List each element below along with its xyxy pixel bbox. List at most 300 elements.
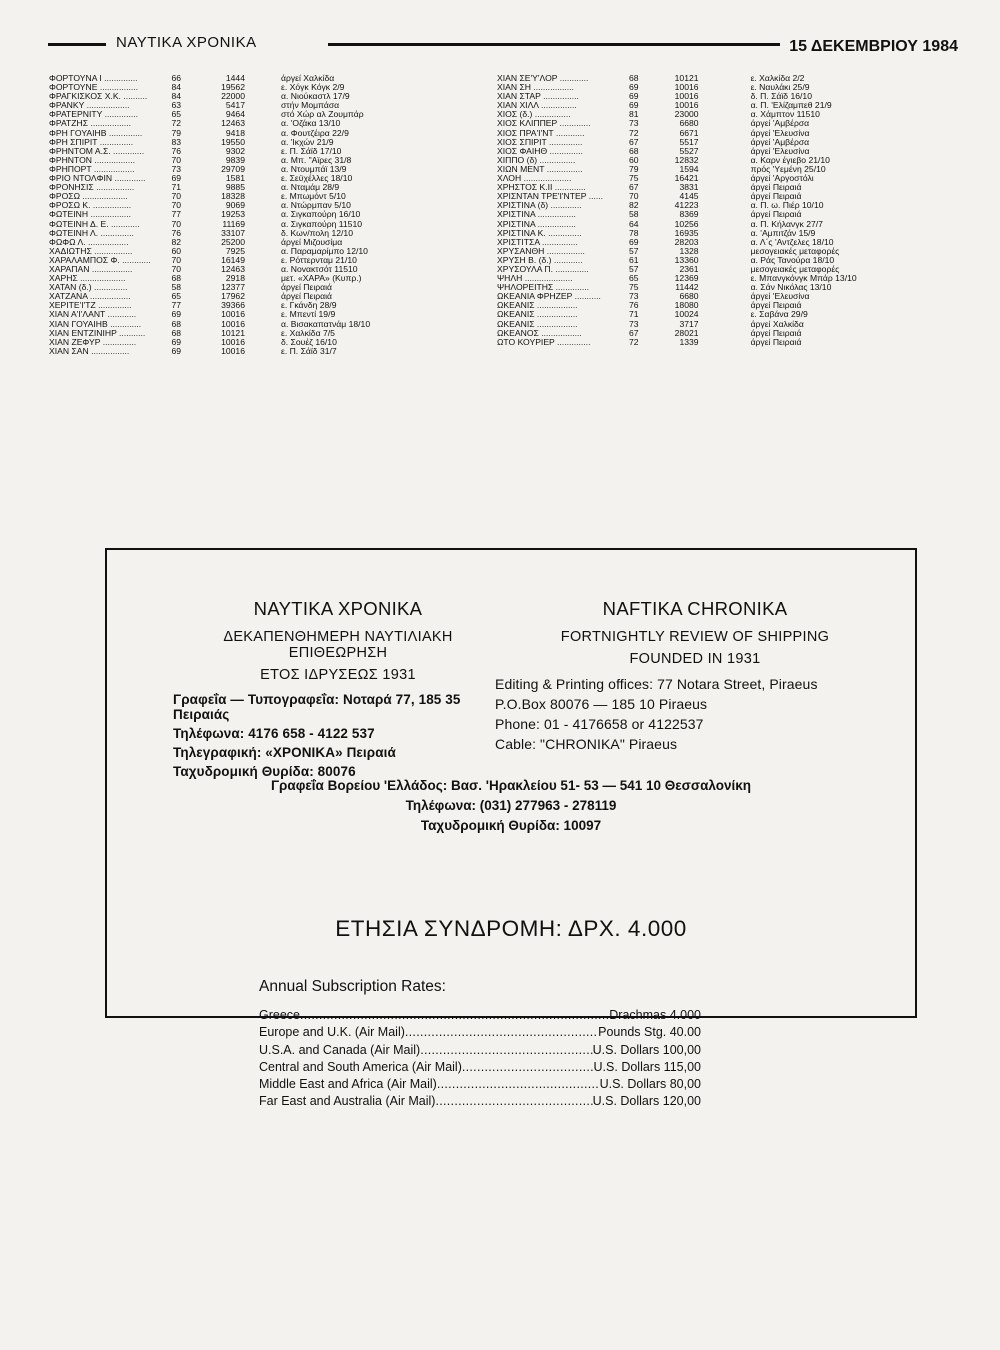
ship-status: άργεί Πειραιά — [750, 209, 802, 220]
dot-leader: .............. — [91, 282, 128, 293]
ship-name: ΧΙΑΝ ΕΝΤΖΙΝΙΗΡ ........... — [49, 327, 146, 338]
rate-amount: Drachmas 4.000 — [609, 1008, 701, 1022]
rate-amount: Pounds Stg. 40.00 — [598, 1025, 701, 1040]
ship-built-year: 68 — [171, 318, 181, 329]
dot-leader: ................. — [538, 327, 582, 338]
ship-name: ΧΡΙΣΝΤΑΝ ΤΡΕ'Ι'ΝΤΕΡ ...... — [497, 191, 604, 202]
ship-tonnage: 17962 — [221, 291, 245, 302]
branch-office — [107, 778, 915, 838]
ship-status: α. Μπ. "Αϊρες 31/8 — [281, 154, 352, 165]
dot-leader: .............. — [546, 136, 583, 147]
ship-name: ΦΡΗ ΣΠΙΡΙΤ .............. — [49, 136, 134, 147]
dot-leader: ................. — [88, 209, 132, 220]
dot-leader: ................ — [91, 245, 133, 256]
english-title: NAFTIKA CHRONIKA — [602, 598, 788, 619]
rate-region: Far East and Australia (Air Mail) — [259, 1094, 436, 1109]
ship-built-year: 76 — [171, 227, 181, 238]
dot-leader: ............ — [105, 309, 137, 320]
ship-name: ΧΙΑΝ ΣΤΑΡ ............... — [497, 91, 579, 102]
dot-leader: .............. — [553, 282, 590, 293]
ship-built-year: 79 — [629, 163, 639, 174]
ship-name: ΧΡΙΣΤΙΝΑ ................ — [497, 209, 576, 220]
ship-tonnage: 25200 — [221, 236, 245, 247]
english-subtitle: FORTNIGHTLY REVIEW OF SHIPPING — [560, 629, 830, 645]
rate-row — [259, 1077, 701, 1094]
ship-tonnage: 12463 — [221, 263, 245, 274]
ship-tonnage: 3717 — [679, 318, 699, 329]
rate-region: U.S.A. and Canada (Air Mail) — [259, 1042, 421, 1057]
ship-name: ΦΟΡΤΟΥΝΕ ................ — [49, 82, 139, 93]
ship-built-year: 61 — [629, 254, 639, 265]
ship-built-year: 75 — [629, 173, 639, 184]
ship-status: α. Ντουμπάϊ 13/9 — [281, 163, 347, 174]
ship-tonnage: 6671 — [679, 127, 699, 138]
ship-status: α. Σιγκαπούρη 16/10 — [281, 209, 361, 220]
ship-name: ΧΕΡΙΤΕ'Ι'ΤΖ .............. — [49, 300, 132, 311]
ship-tonnage: 8369 — [679, 209, 699, 220]
ship-tonnage: 2918 — [225, 273, 245, 284]
ship-name: ΧΙΑΝ ΣΕ'Υ'ΛΟΡ ............ — [497, 73, 589, 83]
ship-name: ΧΙΟΣ (δ.) ............... — [497, 109, 571, 120]
ships-table-left — [49, 74, 401, 356]
ship-tonnage: 11442 — [675, 282, 699, 293]
ship-status: ε. Μπεντί 19/9 — [281, 309, 336, 320]
rate-region: Greece — [259, 1008, 300, 1022]
ship-tonnage: 10121 — [674, 73, 699, 83]
rates-title: Annual Subscription Rates: — [259, 978, 446, 995]
ship-tonnage: 18328 — [221, 191, 245, 202]
ship-tonnage: 9464 — [225, 109, 245, 120]
ship-name: ΧΑΡΑΠΑΝ ................. — [49, 263, 133, 274]
ship-name: ΦΡΗΠΟΡΤ ................. — [49, 163, 135, 174]
ship-row — [49, 347, 401, 356]
ship-status: δ. Κων/πολη 12/10 — [281, 227, 353, 238]
ship-built-year: 63 — [171, 100, 181, 111]
ship-built-year: 68 — [171, 273, 181, 284]
dot-leader — [437, 1077, 600, 1091]
dot-leader: ................. — [88, 118, 132, 129]
dot-leader: ................. — [87, 291, 131, 302]
ship-name: ΧΑΤΑΝ (δ.) .............. — [49, 282, 128, 293]
ship-status: μεσογειακές μεταφορές — [750, 263, 840, 274]
ship-tonnage: 23000 — [674, 109, 699, 120]
dot-leader: .................. — [84, 100, 130, 111]
ship-built-year: 73 — [629, 118, 639, 129]
greek-address: Γραφεΐα — Τυπογραφεΐα: Νοταρά 77, 185 35 Πειραιάς — [173, 692, 461, 722]
ship-tonnage: 2361 — [679, 263, 699, 274]
ship-status: α. Λ΄ς 'Αντζελες 18/10 — [750, 236, 834, 247]
ship-tonnage: 1444 — [225, 73, 245, 83]
ship-status: δ. Σουέζ 16/10 — [281, 336, 337, 347]
ship-status: α. Νιούκαστλ 17/9 — [281, 91, 350, 102]
ship-status: α. Π. Κήλανγκ 27/7 — [750, 218, 823, 229]
ship-tonnage: 6680 — [679, 291, 699, 302]
ship-name: ΦΡΟΣΩ ................... — [49, 191, 128, 202]
ship-tonnage: 19550 — [221, 136, 245, 147]
dot-leader: ................. — [91, 163, 135, 174]
ship-name: ΧΑΡΗΣ ................... — [49, 273, 126, 284]
ship-name: ΦΩΤΕΙΝΗ ................. — [49, 209, 132, 220]
rate-region: Europe and U.K. (Air Mail) — [259, 1025, 405, 1040]
ship-built-year: 77 — [171, 209, 181, 220]
ship-name: ΧΑΔΙΩΤΗΣ ................ — [49, 245, 133, 256]
dot-leader: ................ — [535, 218, 576, 229]
ship-status: α. Χάμπτον 11510 — [750, 109, 820, 120]
ship-name: ΧΙΩΝ ΜΕΝΤ ............... — [497, 163, 583, 174]
ship-status: πρός 'Υεμένη 25/10 — [750, 163, 826, 174]
masthead-box — [105, 548, 917, 1018]
ship-status: α. Σάν Νικόλας 13/10 — [750, 282, 832, 293]
ship-name: ΧΙΑΝ ΖΕΦΥΡ .............. — [49, 336, 137, 347]
dot-leader: ............ — [557, 73, 589, 83]
dot-leader: ............... — [544, 163, 583, 174]
greek-title: ΝΑΥΤΙΚΑ ΧΡΟΝΙΚΑ — [253, 598, 423, 619]
ship-tonnage: 13360 — [674, 254, 699, 265]
ship-built-year: 68 — [629, 145, 639, 156]
ship-status: δ. Π. Σάϊδ 16/10 — [750, 91, 812, 102]
ship-name: ΧΑΡΑΛΑΜΠΟΣ Φ. ............ — [49, 254, 151, 265]
ship-status: α. Νοvακτσότ 11510 — [281, 263, 358, 274]
ship-name: ΧΡΗΣΤΟΣ Κ.ΙΙ ............. — [497, 182, 586, 193]
ship-tonnage: 28021 — [674, 327, 699, 338]
ship-status: ε. Χαλκίδα 2/2 — [750, 73, 805, 83]
dot-leader: ............. — [552, 182, 586, 193]
page-header — [48, 32, 958, 56]
ship-tonnage: 10016 — [674, 82, 699, 93]
ship-tonnage: 6680 — [679, 118, 699, 129]
ship-status: άργεί Πειραιά — [750, 336, 802, 347]
ship-tonnage: 5527 — [679, 145, 699, 156]
dot-leader: ............. — [112, 173, 146, 184]
ship-status: α. 'Αμπιτζάν 15/9 — [750, 227, 816, 238]
ship-status: μεσογειακές μεταφορές — [750, 245, 840, 256]
ship-status: ε. Ναυλάκι 25/9 — [750, 82, 810, 93]
ship-tonnage: 29709 — [221, 163, 245, 174]
ship-name: ΧΡΙΣΤΙΝΑ ................ — [497, 218, 576, 229]
ship-built-year: 70 — [171, 218, 181, 229]
ship-status: άργεί Χαλκίδα — [281, 73, 335, 83]
ship-built-year: 84 — [171, 82, 181, 93]
dot-leader: .............. — [95, 300, 132, 311]
ship-built-year: 60 — [171, 245, 181, 256]
ship-built-year: 77 — [171, 300, 181, 311]
branch-pobox: Ταχυδρομική Θυρίδα: 10097 — [420, 818, 602, 833]
ship-status: άργεί Πειραιά — [750, 191, 802, 202]
ship-name: ΦΡΗ ΓΟΥΑΙΗΒ .............. — [49, 127, 143, 138]
dot-leader: ............. — [557, 118, 591, 129]
rate-row — [259, 1094, 701, 1111]
english-pobox: P.O.Box 80076 — 185 10 Piraeus — [495, 696, 708, 712]
ship-status: άργεί Πειραιά — [281, 282, 332, 293]
rates-list — [259, 1008, 701, 1112]
ship-name: ΧΡΥΣΗ Β. (δ.) ............ — [497, 254, 583, 265]
ship-built-year: 66 — [171, 73, 181, 83]
ship-tonnage: 10016 — [221, 345, 245, 356]
english-address: Editing & Printing offices: 77 Notara Street, Piraeus — [495, 676, 818, 692]
ship-name: ΦΩΤΕΙΝΗ Δ. Ε. ............ — [49, 218, 140, 229]
dot-leader: ............... — [537, 154, 576, 165]
english-cable: Cable: "CHRONIKA" Piraeus — [495, 736, 678, 752]
ship-built-year: 69 — [629, 82, 639, 93]
dot-leader: ................. — [534, 318, 578, 329]
rate-amount: U.S. Dollars 80,00 — [599, 1077, 701, 1092]
dot-leader: ............... — [538, 100, 577, 111]
ship-built-year: 57 — [629, 245, 639, 256]
ship-name: ΧΡΙΣΤΙΤΣΑ ............... — [497, 236, 578, 247]
ship-built-year: 67 — [629, 136, 639, 147]
ship-built-year: 70 — [171, 254, 181, 265]
ship-tonnage: 5417 — [225, 100, 245, 111]
ship-built-year: 65 — [171, 109, 181, 120]
ship-built-year: 76 — [171, 145, 181, 156]
dot-leader: .................... — [521, 173, 572, 184]
ship-name: ΧΙΑΝ ΧΙΛΛ ............... — [497, 100, 577, 111]
dot-leader: ................. — [534, 300, 578, 311]
ship-name: ΧΙΟΣ ΠΡΑ'Ι'ΝΤ ............ — [497, 127, 585, 138]
ship-tonnage: 10016 — [221, 309, 245, 320]
ship-row — [497, 338, 881, 347]
ship-name: ΧΙΟΣ ΚΛΙΠΠΕΡ ............. — [497, 118, 591, 129]
ship-tonnage: 19253 — [221, 209, 245, 220]
ship-built-year: 79 — [171, 127, 181, 138]
ship-built-year: 69 — [171, 336, 181, 347]
dot-leader: ................. — [92, 154, 135, 165]
ship-tonnage: 10016 — [221, 318, 245, 329]
dot-leader: .............. — [97, 136, 134, 147]
ship-built-year: 58 — [171, 282, 181, 293]
dot-leader: .............. — [98, 227, 134, 238]
header-rule-right — [328, 43, 780, 46]
ship-tonnage: 28203 — [674, 236, 699, 247]
ships-table-right — [497, 74, 881, 347]
ship-built-year: 70 — [629, 191, 639, 202]
ship-tonnage: 22000 — [221, 91, 245, 102]
ship-built-year: 58 — [629, 209, 639, 220]
ship-status: α. Παραμαρίμπο 12/10 — [281, 245, 368, 256]
ship-tonnage: 9302 — [225, 145, 245, 156]
ship-name: ΩΚΕΑΝΙΣ ................. — [497, 318, 578, 329]
dot-leader: ................... — [80, 191, 128, 202]
dot-leader: ................. — [534, 309, 578, 320]
ship-tonnage: 9839 — [225, 154, 245, 165]
greek-founded: ΕΤΟΣ ΙΔΡΥΣΕΩΣ 1931 — [260, 667, 416, 683]
dot-leader: ............. — [110, 145, 145, 156]
ship-tonnage: 10016 — [674, 91, 699, 102]
ship-tonnage: 19562 — [221, 82, 245, 93]
ship-name: ΦΡΙΟ ΝΤΟΛΦΙΝ ............. — [49, 173, 146, 184]
ship-status: άργεί Πειραιά — [281, 291, 332, 302]
ship-name: ΦΩΦΩ Λ. ................. — [49, 236, 129, 247]
ship-tonnage: 10016 — [221, 336, 245, 347]
ship-status: άργεί Μιζουσίμα — [281, 236, 343, 247]
ship-tonnage: 16935 — [674, 227, 699, 238]
branch-phones: Τηλέφωνα: (031) 277963 - 278119 — [405, 798, 617, 813]
ship-name: ΧΙΑΝ Α'Ι'ΛΑΝΤ ............ — [49, 309, 137, 320]
ship-name: ΦΡΑΓΚΙΣΚΟΣ Χ.Κ. .......... — [49, 91, 148, 102]
ship-tonnage: 10256 — [674, 218, 699, 229]
ship-built-year: 78 — [629, 227, 639, 238]
branch-address: Γραφεΐα Βορείου 'Ελλάδος: Βασ. 'Ηρακλείου 51- 53 — 541 10 Θεσσαλονίκη — [270, 778, 752, 793]
ship-status: άργεί Πειραιά — [750, 327, 802, 338]
ship-status: α. Π. 'Ελίζαμπεθ 21/9 — [750, 100, 832, 111]
ship-built-year: 70 — [171, 263, 181, 274]
ship-built-year: 68 — [629, 73, 639, 83]
ship-status: ε. Π. Σάϊδ 31/7 — [281, 345, 337, 356]
dot-leader: ................ — [535, 209, 576, 220]
subscription-heading: ΕΤΗΣΙΑ ΣΥΝΔΡΟΜΗ: ΔΡΧ. 4.000 — [335, 916, 687, 941]
ship-name: ΧΙΑΝ ΓΟΥΑΙΗΒ ............. — [49, 318, 142, 329]
ship-tonnage: 16421 — [674, 173, 699, 184]
ship-built-year: 81 — [629, 109, 639, 120]
ship-name: ΧΛΟΗ .................... — [497, 173, 572, 184]
rate-region: Middle East and Africa (Air Mail) — [259, 1077, 437, 1092]
ship-tonnage: 1581 — [225, 173, 245, 184]
ship-name: ΦΟΡΤΟΥΝΑ Ι .............. — [49, 73, 138, 83]
ship-built-year: 82 — [629, 200, 639, 211]
ship-tonnage: 4145 — [679, 191, 699, 202]
ship-status: ε. Μπωμόντ 5/10 — [281, 191, 346, 202]
dot-leader: ............ — [553, 127, 585, 138]
ship-status: άργεί 'Αμβέρσα — [750, 136, 810, 147]
ship-name: ΦΡΗΝΤΟΝ ................. — [49, 154, 135, 165]
dot-leader: ............ — [119, 254, 151, 265]
ship-built-year: 70 — [171, 191, 181, 202]
ship-name: ΨΗΛΗ .................... — [497, 273, 573, 284]
dot-leader — [435, 1094, 592, 1108]
dot-leader — [405, 1025, 598, 1039]
ship-name: ΩΚΕΑΝΟΣ ................. — [497, 327, 582, 338]
ship-built-year: 69 — [171, 173, 181, 184]
dot-leader: ........... — [116, 327, 146, 338]
dot-leader: ................ — [544, 245, 585, 256]
ship-tonnage: 7925 — [225, 245, 245, 256]
ship-built-year: 57 — [629, 263, 639, 274]
ship-built-year: 67 — [629, 182, 639, 193]
ship-status: α. Νταμάμ 28/9 — [281, 182, 340, 193]
ship-name: ΩΚΕΑΝΙΑ ΦΡΗΖΕΡ ........... — [497, 291, 601, 302]
ship-tonnage: 1594 — [679, 163, 699, 174]
ship-name: ΦΡΑΤΕΡΝΙΤΥ .............. — [49, 109, 139, 120]
ship-built-year: 75 — [629, 282, 639, 293]
ship-status: ε. Σεϋχέλλες 18/10 — [281, 173, 353, 184]
ship-built-year: 69 — [171, 309, 181, 320]
dot-leader: ................. — [89, 263, 133, 274]
dot-leader: ............... — [532, 109, 571, 120]
ship-name: ΧΡΙΣΤΙΝΑ Κ. .............. — [497, 227, 582, 238]
ship-status: α. Ντώρμπαν 5/10 — [281, 200, 351, 211]
dot-leader: ................ — [88, 345, 130, 356]
ship-tonnage: 11169 — [222, 218, 245, 229]
ship-built-year: 71 — [171, 182, 181, 193]
ship-tonnage: 9418 — [225, 127, 245, 138]
ship-tonnage: 5517 — [679, 136, 699, 147]
ship-name: ΩΚΕΑΝΙΣ ................. — [497, 300, 578, 311]
rate-region: Central and South America (Air Mail) — [259, 1059, 462, 1074]
dot-leader: ................. — [530, 82, 574, 93]
rate-row — [259, 1008, 701, 1025]
dot-leader: ................ — [93, 182, 135, 193]
ship-name: ΧΙΟΣ ΦΑΙΗΘ .............. — [497, 145, 583, 156]
ship-status: α. Ράς Τανούρα 18/10 — [750, 254, 835, 265]
ship-status: ε. Σαβάνα 29/9 — [750, 309, 808, 320]
ship-status: ε. Μπανγκόνγκ Μπάρ 13/10 — [750, 273, 857, 284]
magazine-title: ΝΑΥΤΙΚΑ ΧΡΟΝΙΚΑ — [116, 34, 257, 51]
ship-status: α. 'Ικχών 21/9 — [281, 136, 334, 147]
dot-leader: .............. — [545, 227, 582, 238]
ship-built-year: 72 — [171, 118, 181, 129]
ship-status: άργεί Πειραιά — [750, 300, 802, 311]
ship-built-year: 73 — [629, 318, 639, 329]
ship-name: ΧΡΥΣΟΥΛΑ Π. .............. — [497, 263, 589, 274]
ship-status: ε. Ρόττερνταμ 21/10 — [281, 254, 357, 265]
dot-leader: .................... — [522, 273, 573, 284]
dot-leader — [300, 1008, 609, 1022]
dot-leader: ........... — [572, 291, 601, 302]
greek-pobox: Ταχυδρομική Θυρίδα: 80076 — [173, 764, 356, 779]
ship-name: ΧΙΑΝ ΣΑΝ ................ — [49, 345, 130, 356]
ship-status: στήν Μομπάσα — [281, 100, 340, 111]
ship-tonnage: 12832 — [674, 154, 699, 165]
dot-leader: .............. — [101, 73, 138, 83]
ship-built-year: 73 — [171, 163, 181, 174]
ship-status: άργεί 'Ελευσίνα — [750, 291, 810, 302]
ship-built-year: 65 — [629, 273, 639, 284]
dot-leader: ................ — [97, 82, 139, 93]
ship-status: α. Σιγκαπούρη 11510 — [281, 218, 363, 229]
ship-built-year: 67 — [629, 327, 639, 338]
greek-cable: Τηλεγραφική: «ΧΡΟΝΙΚΑ» Πειραιά — [173, 745, 396, 760]
dot-leader: .............. — [100, 336, 137, 347]
ship-tonnage: 12377 — [221, 282, 245, 293]
ship-built-year: 64 — [629, 218, 639, 229]
ship-status: α. Φουτζέιρα 22/9 — [281, 127, 349, 138]
ship-tonnage: 1328 — [679, 245, 699, 256]
english-phone: Phone: 01 - 4176658 or 4122537 — [495, 716, 704, 732]
ship-name: ΦΩΤΕΙΝΗ Λ. .............. — [49, 227, 134, 238]
ship-name: ΦΡΟΝΗΣΙΣ ................ — [49, 182, 135, 193]
greek-masthead — [173, 598, 503, 779]
ship-status: άργεί 'Ελευσίνα — [750, 127, 810, 138]
ship-built-year: 70 — [171, 200, 181, 211]
dot-leader: .............. — [554, 336, 591, 347]
dot-leader — [420, 1043, 592, 1057]
ship-status: ε. Χαλκίδα 7/5 — [281, 327, 335, 338]
dot-leader: ...... — [586, 191, 604, 202]
ship-built-year: 72 — [629, 127, 639, 138]
ship-built-year: 83 — [171, 136, 181, 147]
dot-leader: ............ — [108, 218, 140, 229]
dot-leader: ................... — [77, 273, 126, 284]
issue-date: 15 ΔΕΚΕΜΒΡΙΟΥ 1984 — [789, 38, 958, 55]
ship-built-year: 72 — [629, 336, 639, 347]
ship-name: ΦΡΑΤΖΗΣ ................. — [49, 118, 132, 129]
dot-leader: .............. — [553, 263, 589, 274]
ship-status: α. Βισακαπατνάμ 18/10 — [281, 318, 371, 329]
ship-status: ε. Π. Σάϊδ 17/10 — [281, 145, 342, 156]
greek-phones: Τηλέφωνα: 4176 658 - 4122 537 — [173, 726, 375, 741]
ship-status: μετ. «ΧΑΡΑ» (Κυπρ.) — [281, 273, 362, 284]
dot-leader: .............. — [106, 127, 143, 138]
english-masthead — [495, 598, 895, 752]
ship-name: ΦΡΟΣΩ Κ. ................ — [49, 200, 132, 211]
ship-built-year: 76 — [629, 300, 639, 311]
ship-name: ΧΡΙΣΤΙΝΑ (δ) ............. — [497, 200, 582, 211]
ship-tonnage: 12369 — [674, 273, 699, 284]
ship-built-year: 73 — [629, 291, 639, 302]
ship-tonnage: 9069 — [225, 200, 245, 211]
dot-leader: ................. — [85, 236, 129, 247]
ship-status: άργεί Πειραιά — [750, 182, 802, 193]
